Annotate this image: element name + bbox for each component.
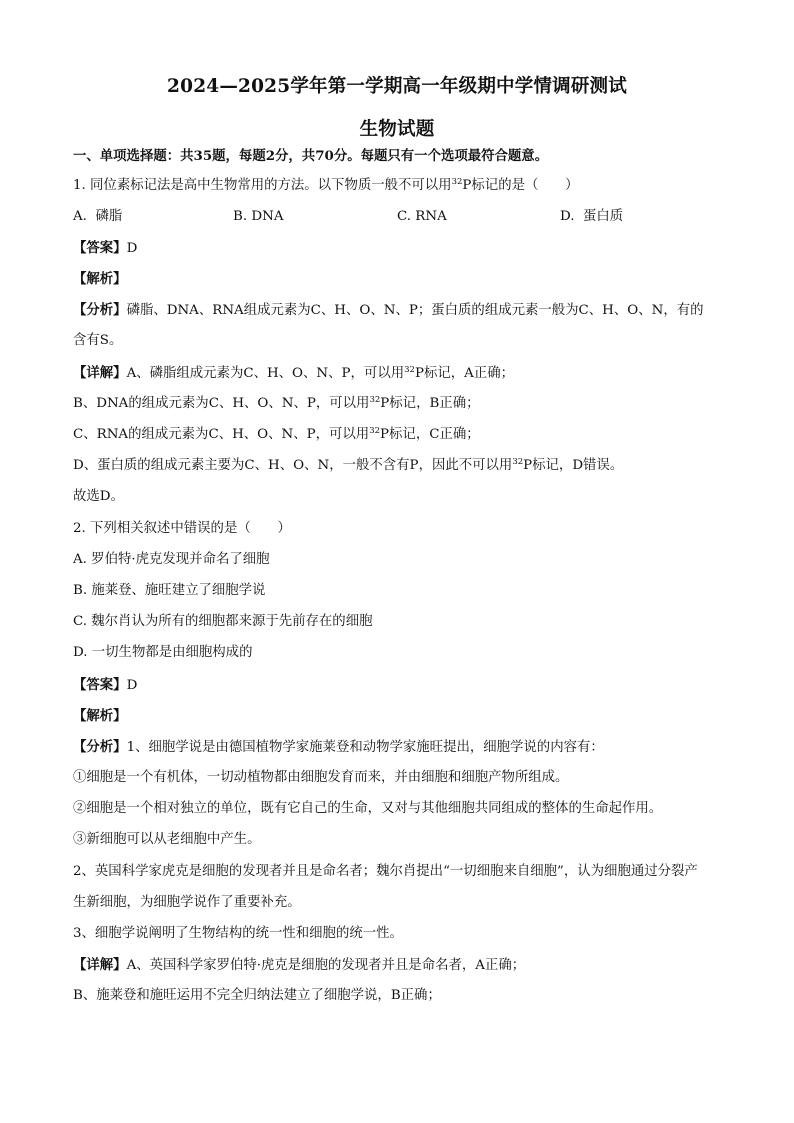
- q2-detail-b: B、施莱登和施旺运用不完全归纳法建立了细胞学说，B正确；: [73, 988, 441, 1003]
- q2-point-1: ①细胞是一个有机体，一切动植物都由细胞发育而来，并由细胞和细胞产物所组成。: [73, 770, 569, 785]
- q1-detail-d: D、蛋白质的组成元素主要为C、H、O、N，一般不含有P，因此不可以用$^{32}$P标记，D错误。: [73, 457, 624, 473]
- exam-title: 2024—2025学年第一学期高一年级期中学情调研测试: [167, 76, 627, 97]
- q2-point-3: ③新细胞可以从老细胞中产生。: [73, 832, 261, 847]
- q2-detail-a: 【详解】A、英国科学家罗伯特·虎克是细胞的发现者并且是命名者，A正确；: [73, 957, 526, 973]
- q2-answer: 【答案】D: [73, 677, 138, 693]
- q2-analysis-label: 【解析】: [73, 708, 127, 724]
- q2-option-d: D. 一切生物都是由细胞构成的: [73, 645, 253, 660]
- q1-option-b: B. DNA: [233, 209, 284, 224]
- q1-analysis-label: 【解析】: [73, 271, 127, 287]
- q1-detail-c: C、RNA的组成元素为C、H、O、N、P，可以用$^{32}$P标记，C正确；: [73, 426, 480, 442]
- q2-option-b: B. 施莱登、施旺建立了细胞学说: [73, 583, 266, 598]
- q2-fenxi-2a: 2、英国科学家虎克是细胞的发现者并且是命名者；魏尔肖提出“一切细胞来自细胞”，认为细胞通过分裂产: [73, 864, 698, 879]
- q1-answer: 【答案】D: [73, 240, 138, 256]
- section-heading: 一、单项选择题：共35题，每题2分，共70分。每题只有一个选项最符合题意。: [73, 148, 549, 164]
- q1-detail-b: B、DNA的组成元素为C、H、O、N、P，可以用$^{32}$P标记，B正确；: [73, 395, 480, 411]
- q2-fenxi-2b: 生新细胞，为细胞学说作了重要补充。: [73, 895, 301, 910]
- q1-detail-a: 【详解】A、磷脂组成元素为C、H、O、N、P，可以用$^{32}$P标记，A正确；: [73, 365, 514, 381]
- q2-point-2: ②细胞是一个相对独立的单位，既有它自己的生命，又对与其他细胞共同组成的整体的生命起作用。: [73, 801, 663, 816]
- question-1-stem: 1. 同位素标记法是高中生物常用的方法。以下物质一般不可以用$^{32}$P标记的是（ ）: [73, 177, 579, 193]
- q1-conclusion: 故选D。: [73, 489, 124, 504]
- q1-option-a: A. 磷脂: [73, 209, 123, 224]
- q1-fenxi-line-2: 含有S。: [73, 333, 123, 348]
- q1-option-d: D. 蛋白质: [560, 209, 624, 224]
- exam-subtitle: 生物试题: [359, 119, 435, 140]
- q2-fenxi-3: 3、细胞学说阐明了生物结构的统一性和细胞的统一性。: [73, 926, 403, 941]
- q2-option-c: C. 魏尔肖认为所有的细胞都来源于先前存在的细胞: [73, 614, 373, 629]
- q2-fenxi-1: 【分析】1、细胞学说是由德国植物学家施莱登和动物学家施旺提出，细胞学说的内容有：: [73, 739, 604, 755]
- q1-fenxi-line-1: 【分析】磷脂、DNA、RNA组成元素为C、H、O、N、P；蛋白质的组成元素一般为C、H、O、N，有的: [73, 302, 704, 318]
- q1-option-c: C. RNA: [397, 209, 447, 224]
- question-2-stem: 2. 下列相关叙述中错误的是（ ）: [73, 521, 291, 536]
- q2-option-a: A. 罗伯特·虎克发现并命名了细胞: [73, 552, 270, 567]
